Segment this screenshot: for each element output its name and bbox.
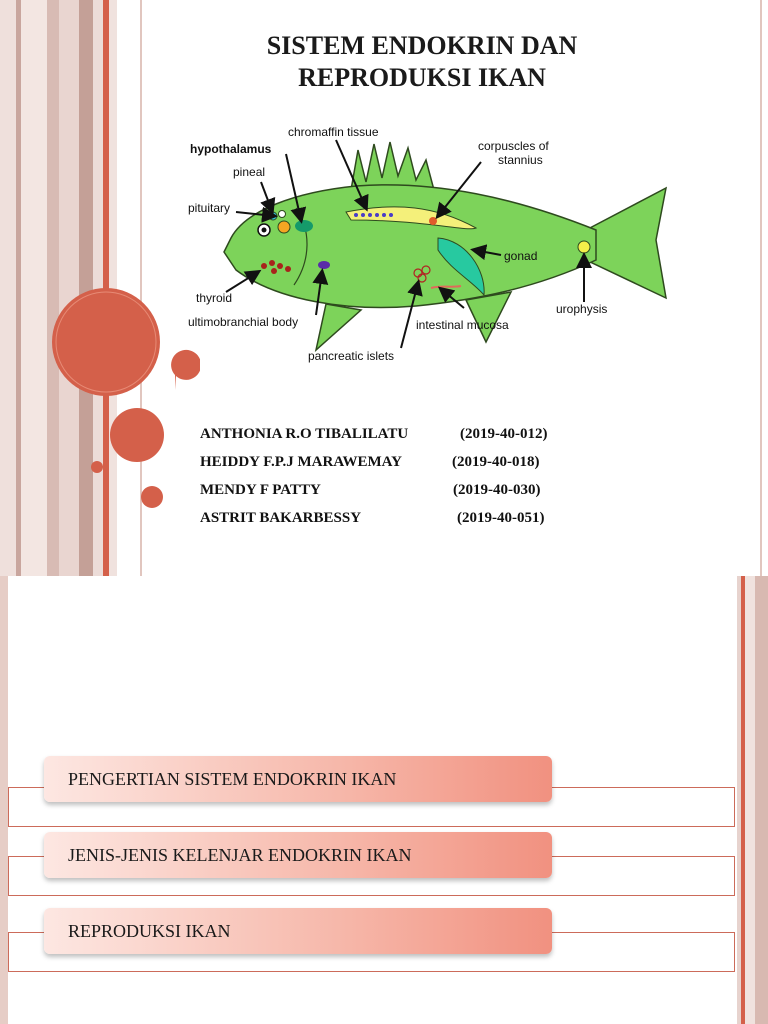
label-thyroid: thyroid <box>196 291 233 305</box>
label-hypothalamus: hypothalamus <box>190 142 272 156</box>
label-intestinal: intestinal mucosa <box>416 318 509 332</box>
anal-fin <box>466 292 511 342</box>
menu-item-jenis-kelenjar[interactable]: JENIS-JENIS KELENJAR ENDOKRIN IKAN <box>44 832 552 878</box>
label-pineal: pineal <box>233 165 266 179</box>
pituitary-organ <box>278 221 290 233</box>
author-nim: (2019-40-030) <box>453 482 541 498</box>
hypothalamus-organ <box>295 220 313 232</box>
label-ultimobranchial: ultimobranchial body <box>188 315 299 329</box>
corpuscles-organ <box>429 217 437 225</box>
author-row <box>200 426 600 454</box>
label-gonad: gonad <box>504 249 538 263</box>
label-corpuscles-2: stannius <box>498 153 543 167</box>
author-row <box>200 454 600 482</box>
decor-stripe <box>0 0 16 576</box>
author-row <box>200 510 600 538</box>
decor-line <box>760 0 762 576</box>
menu-item-reproduksi[interactable]: REPRODUKSI IKAN <box>44 908 552 954</box>
dorsal-fin <box>351 142 434 190</box>
author-name: ANTHONIA R.O TIBALILATU <box>200 426 409 442</box>
decor-stripe <box>745 576 755 1024</box>
author-nim: (2019-40-018) <box>452 454 540 470</box>
author-name: ASTRIT BAKARBESSY <box>200 510 362 526</box>
urophysis-organ <box>578 241 590 253</box>
fish-body <box>224 185 596 308</box>
menu-item-pengertian[interactable]: PENGERTIAN SISTEM ENDOKRIN IKAN <box>44 756 552 802</box>
title-line-1: SISTEM ENDOKRIN DAN <box>266 31 578 60</box>
outline-slide <box>0 576 768 1024</box>
author-name: MENDY F PATTY <box>200 482 321 498</box>
label-chromaffin: chromaffin tissue <box>288 125 379 139</box>
title-line-2: REPRODUKSI IKAN <box>298 63 546 92</box>
author-name: HEIDDY F.P.J MARAWEMAY <box>200 454 402 470</box>
slide-title <box>200 30 644 94</box>
pelvic-fin <box>316 304 361 350</box>
author-list <box>200 426 600 538</box>
author-nim: (2019-40-012) <box>460 426 548 442</box>
author-nim: (2019-40-051) <box>457 510 545 526</box>
fish-endocrine-diagram <box>176 120 676 370</box>
label-corpuscles-1: corpuscles of <box>478 139 549 153</box>
decor-stripe <box>755 576 768 1024</box>
label-pituitary: pituitary <box>188 201 231 215</box>
label-pancreatic: pancreatic islets <box>308 349 395 363</box>
label-urophysis: urophysis <box>556 302 608 316</box>
author-row <box>200 482 600 510</box>
decor-stripe <box>0 576 8 1024</box>
ultimobranchial-organ <box>318 261 330 269</box>
tail-fin <box>586 188 666 298</box>
